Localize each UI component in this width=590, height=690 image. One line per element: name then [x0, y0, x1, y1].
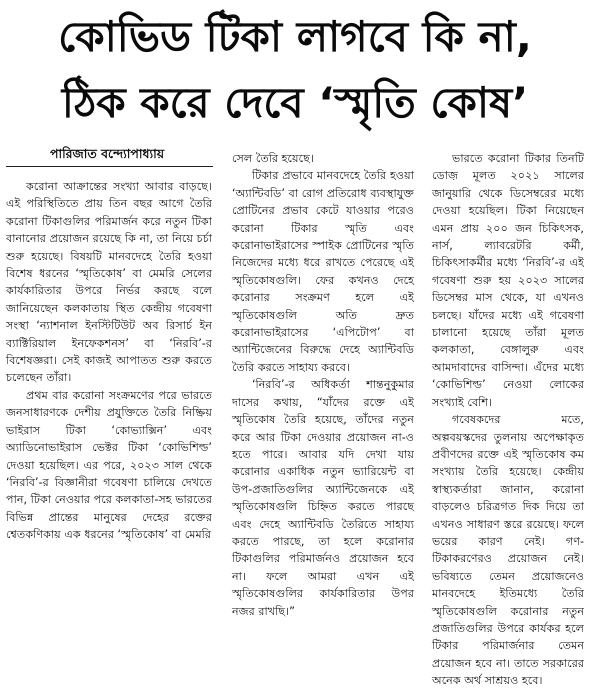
paragraph: গবেষকদের মতে, অল্পবয়স্কদের তুলনায় অপেক্ষাকৃত প্রবীণদের রক্তে এই স্মৃতিকোষ কম সংখ্যায় তৈরি হয়েছে। কেন্দ্রীয় স্বাস্থ্যকর্তারা জানান, করোনা বাড়লেও চরিত্রগত দিক দিয়ে তা এখনও সাধারণ স্তরে রয়েছে। ফলে ভয়ের কারণ নেই। গণ-টিকাকরণেরও প্রয়োজন নেই। ভবিষ্যতে তেমন প্রয়োজনেও মানবদেহে ইতিমধ্যে তৈরি স্মৃতিকোষগুলি করোনার নতুন প্রজাতিগুলির উপরে কার্যকর হলে টিকার পরিমার্জনার তেমন প্রয়োজন হবে না। তাতে সরকারের অনেক অর্থ সাশ্রয়ও হবে। [432, 413, 584, 688]
paragraph: টিকার প্রভাবে মানবদেহে তৈরি হওয়া ‘অ্যান্টিবডি’ বা রোগ প্রতিরোধ ব্যবস্থাযুক্ত প্রোটিনের প্রভাব কেটে যাওয়ার পরেও করোনা টিকার স্মৃতি এবং করোনাভাইরাসের স্পাইক প্রোটিনের স্মৃতি নিজেদের মধ্যে ধরে রাখতে পেরেছে এই স্মৃতিকোষগুলি। ফের কখনও দেহে করোনার সংক্রমণ হলে এই স্মৃতিকোষগুলি অতি দ্রুত করোনাভাইরাসের ‘এপিটোপ’ বা অ্যান্টিজেনের বিরুদ্ধে দেহে অ্যান্টিবডি তৈরি করতে সাহায্য করবে। [232, 169, 414, 374]
article-column-2 [232, 150, 414, 620]
headline [0, 0, 590, 138]
paragraph: সেল তৈরি হয়েছে। [232, 152, 314, 165]
headline-line-1: কোভিড টিকা লাগবে কি না, [58, 12, 532, 61]
paragraph: করোনা আক্রান্তের সংখ্যা আবার বাড়ছে। এই পরিস্থিতিতে প্রায় তিন বছর আগে তৈরি করোনা টিকাগুলির পরিমার্জন করে নতুন টিকা বানানোর প্রয়োজন রয়েছে কি না, তা নিয়ে চর্চা শুরু হয়েছে। বিষয়টি মানবদেহে তৈরি হওয়া বিশেষ ধরনের ‘স্মৃতিকোষ’ বা মেমরি সেলের কার্যকারিতার উপরে নির্ভর করছে বলে জানিয়েছেন কলকাতায় স্থিত কেন্দ্রীয় গবেষণা সংস্থা ‘ন্যাশনাল ইনস্টিটিউট অব রিসার্চ ইন ব্যাক্টিরিয়াল ইনফেকশনস’ বা ‘নিরবি’-র বিশেষজ্ঞরা। সেই কাজই আপাতত শুরু করতে চলেছেন তাঁরা। [6, 180, 212, 385]
paragraph: ‘নিরবি’-র অধিকর্তা শান্তনুকুমার দাসের কথায়, “যাঁদের রক্তে এই স্মৃতিকোষ তৈরি হয়েছে, তাঁদের নতুন করে আর টিকা দেওয়ার প্রয়োজন না-ও হতে পারে। আবার যদি দেখা যায় করোনার একাধিক নতুন ভ্যারিয়েন্ট বা উপ-প্রজাতিগুলির অ্যান্টিজেনকে এই স্মৃতিকোষগুলি চিহ্নিত করতে পারছে এবং দেহে অ্যান্টিবডি তৈরিতে সাহায্য করতে পারছে, তা হলে করোনার টিকাগুলির পরিমার্জনও প্রয়োজন হবে না। ফলে আমরা এখন এই স্মৃতিকোষগুলির কার্যকারিতার উপর নজর রাখছি।” [232, 378, 414, 618]
byline-rule [6, 166, 213, 167]
article-column-1 [6, 178, 212, 544]
byline: পারিজাত বন্দ্যোপাধ্যায় [50, 146, 165, 161]
paragraph: প্রথম বার করোনা সংক্রমণের পরে ভারতে জনসাধারণকে দেশীয় প্রযুক্তিতে তৈরি নিষ্ক্রিয় ভাইরাস টিকা ‘কোভ্যাক্সিন’ এবং অ্যাডিনোভাইরাস ভেক্টর টিকা ‘কোভিশিল্ড’ দেওয়া হয়েছিল। এর পরে, ২০২৩ সাল থেকে ‘নিরবি’-র বিজ্ঞানীরা গবেষণা চালিয়ে দেখতে পান, টিকা নেওয়ার পরে কলকাতা-সহ ভারতের বিভিন্ন প্রান্তের মানুষের দেহের রক্তের শ্বেতকণিকায় এক ধরনের ‘স্মৃতিকোষ’ বা মেমরি [6, 388, 212, 542]
article-column-3 [432, 150, 584, 690]
headline-line-2: ঠিক করে দেবে ‘স্মৃতি কোষ’ [61, 78, 529, 127]
paragraph: ভারতে করোনা টিকার তিনটি ডোজ় মূলত ২০২১ সালের জানুয়ারি থেকে ডিসেম্বরের মধ্যে দেওয়া হয়েছিল। টিকা নিয়েছেন এমন প্রায় ২০০ জন চিকিৎসক, নার্স, ল্যাবরেটরি কর্মী, চিকিৎসাকর্মীর মধ্যে ‘নিরবি’-র এই গবেষণা শুরু হয় ২০২৩ সালের ডিসেম্বর মাস থেকে, যা এখনও চলছে। যাঁদের মধ্যে এই গবেষণা চালানো হয়েছে তাঁরা মূলত কলকাতা, বেঙ্গালুরু এবং আমদাবাদের বাসিন্দা। এঁদের মধ্যে ‘কোভিশিল্ড’ নেওয়া লোকের সংখ্যাই বেশি। [432, 152, 584, 409]
